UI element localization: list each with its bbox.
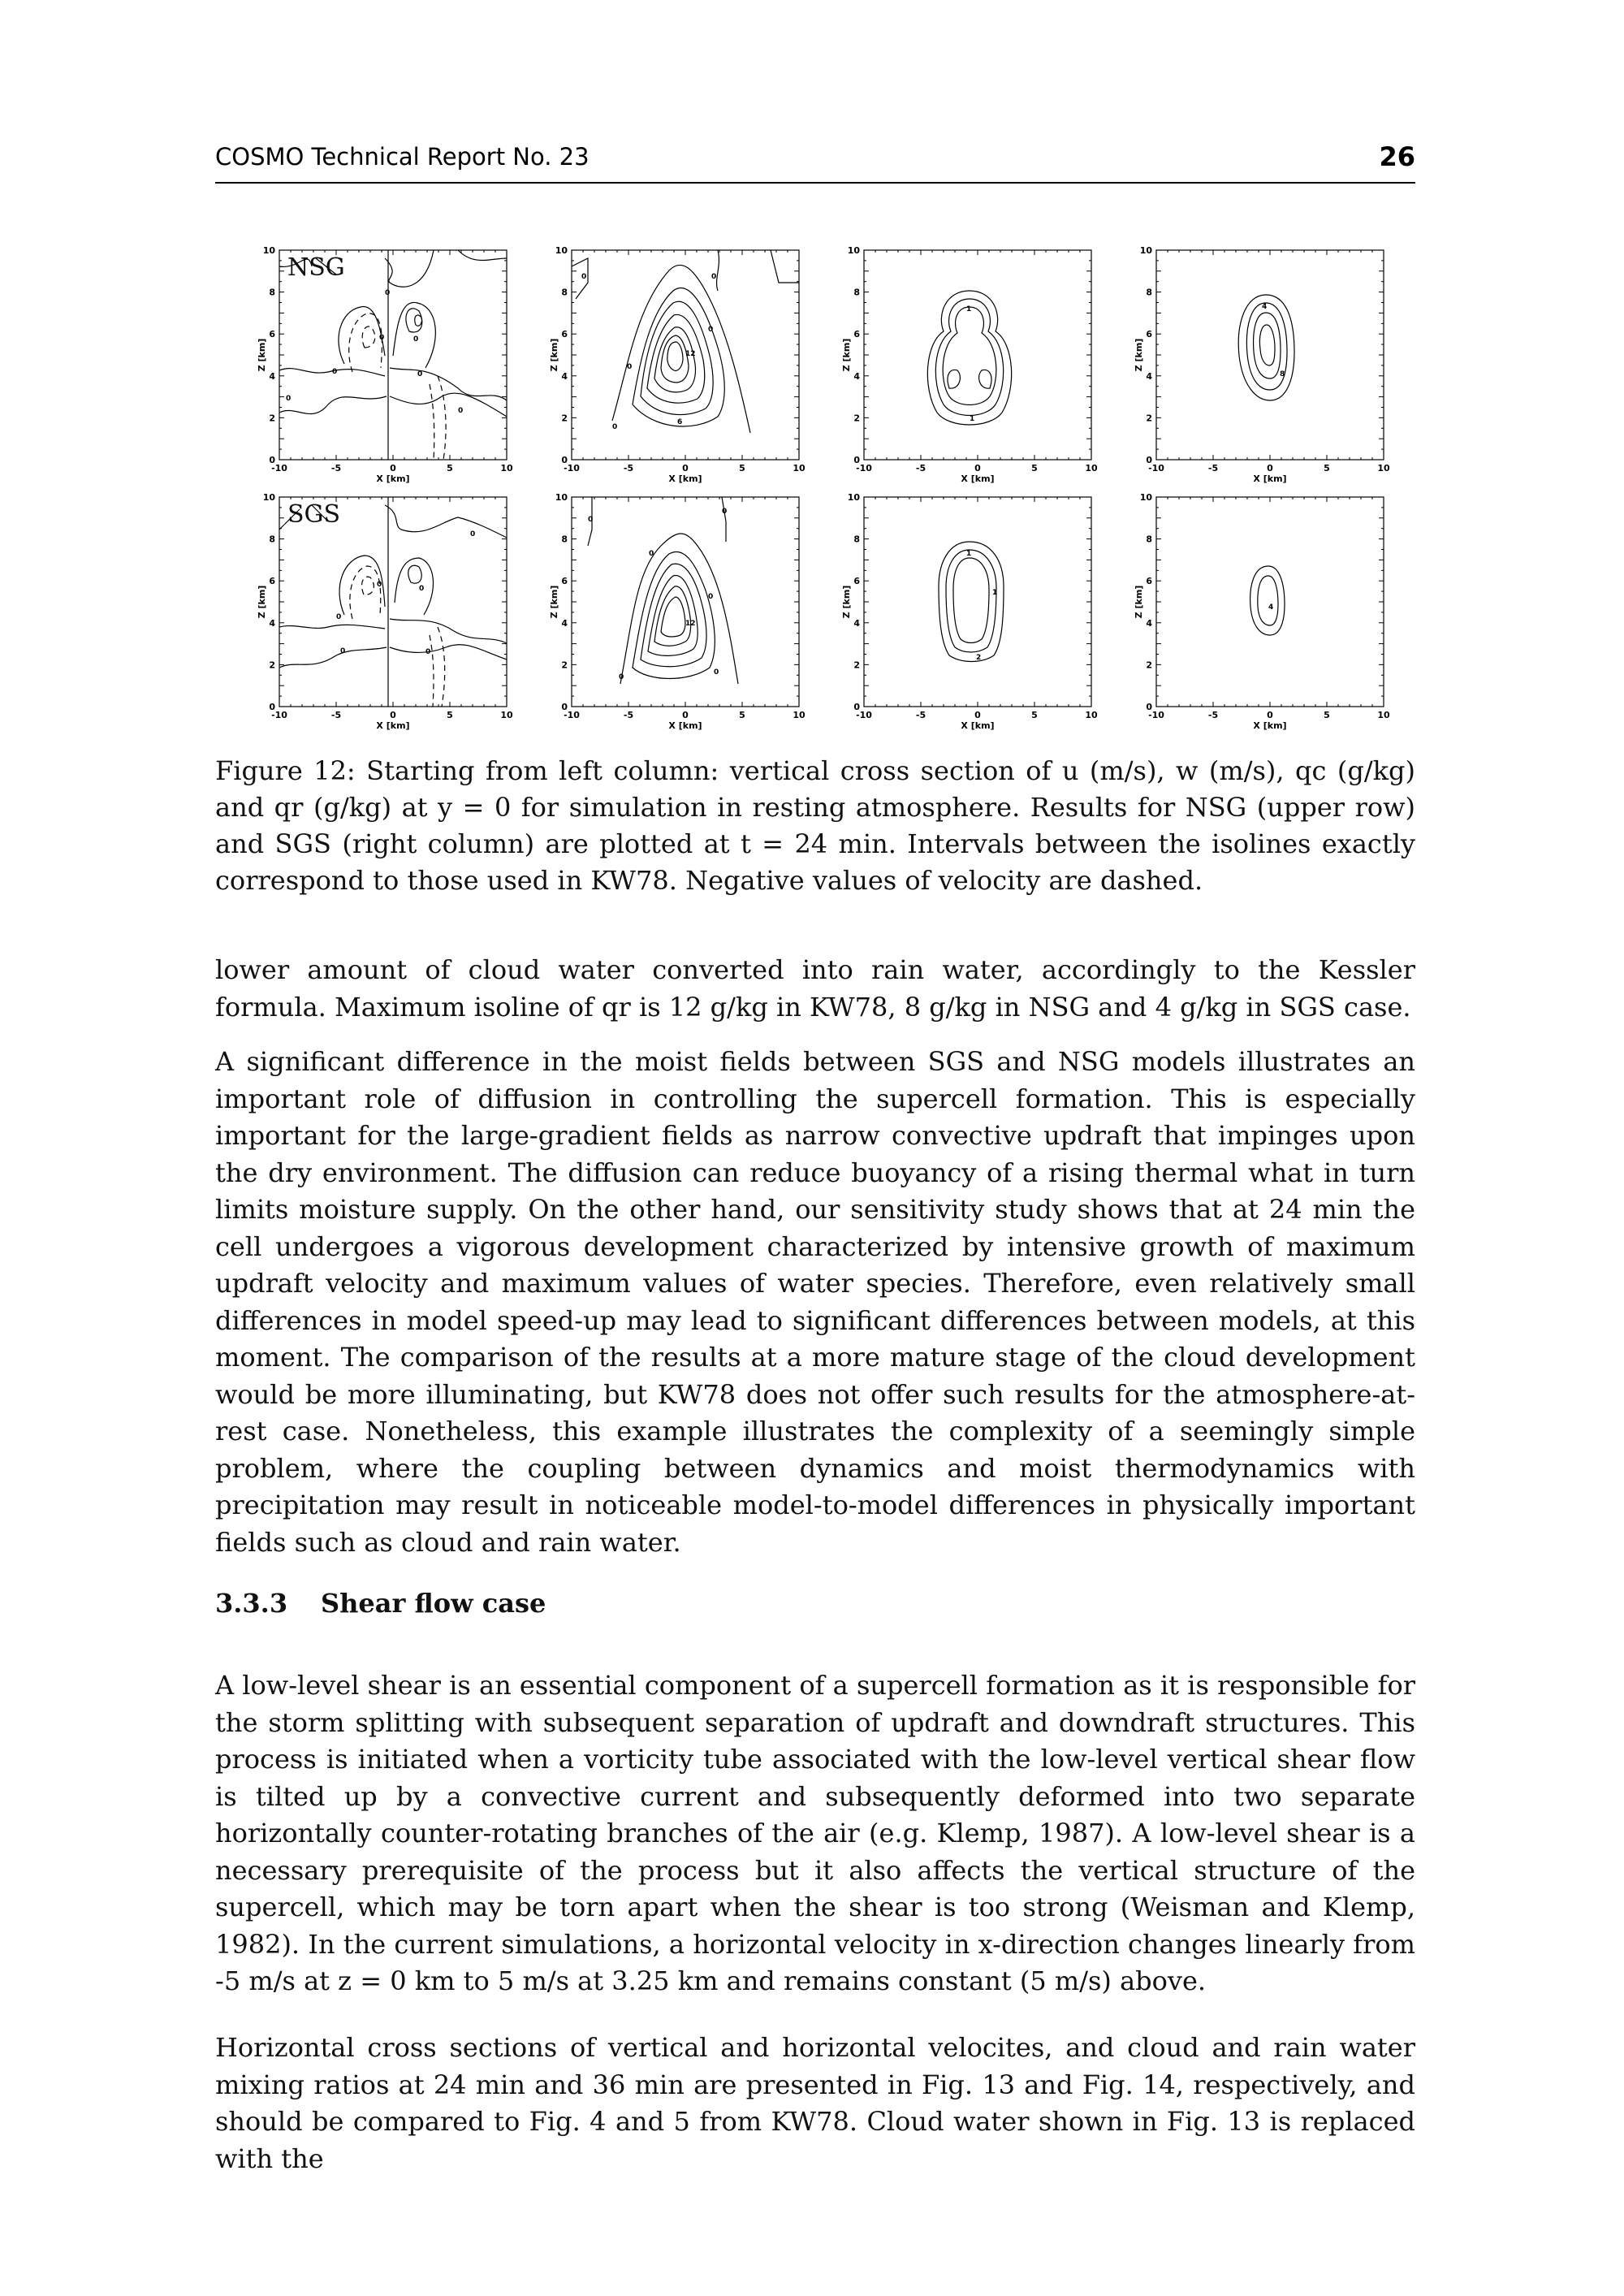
x-tick-label: -10: [1148, 710, 1164, 720]
figure-12: [244, 224, 1429, 731]
x-axis-label: X [km]: [668, 720, 702, 731]
report-title: COSMO Technical Report No. 23: [215, 143, 590, 171]
y-tick-label: 0: [853, 702, 860, 712]
x-tick-label: 0: [974, 463, 981, 473]
contour-label: 0: [714, 668, 719, 677]
contour-line: [1254, 313, 1281, 378]
y-tick-label: 10: [262, 245, 275, 256]
contour-line-dashed: [350, 566, 381, 619]
running-header: [215, 140, 1415, 184]
panel-nsg-u: [257, 234, 513, 484]
x-tick-label: 5: [739, 463, 745, 473]
y-tick-label: 6: [853, 576, 860, 587]
x-tick-label: 10: [1377, 463, 1390, 473]
y-tick-label: 4: [269, 370, 275, 382]
y-tick-label: 4: [269, 617, 275, 629]
contour-line-dashed: [362, 326, 375, 348]
contour-label: 12: [685, 350, 696, 358]
y-tick-label: 4: [1146, 617, 1152, 629]
contour-label: 0: [377, 581, 382, 589]
contour-label: 0: [340, 647, 346, 655]
axes-frame: [549, 245, 806, 484]
y-tick-label: 10: [1139, 492, 1152, 503]
y-tick-label: 2: [853, 659, 860, 671]
y-tick-label: 0: [1146, 702, 1152, 712]
y-axis-label: Z [km]: [257, 585, 267, 619]
contour-line: [279, 625, 385, 629]
y-tick-label: 8: [561, 287, 568, 298]
contours-qc-sgs: [939, 542, 1004, 662]
y-tick-label: 2: [1146, 659, 1152, 671]
y-tick-label: 0: [269, 455, 275, 465]
x-tick-label: 10: [1377, 710, 1390, 720]
x-tick-label: 0: [1267, 710, 1273, 720]
contour-labels: [286, 289, 463, 415]
contour-line: [620, 534, 738, 684]
x-tick-label: 0: [682, 463, 689, 473]
contour-line: [939, 542, 1004, 662]
y-tick-label: 2: [269, 413, 275, 424]
contour-label: 6: [677, 418, 683, 426]
y-axis-label: Z [km]: [549, 585, 559, 619]
x-tick-label: -5: [1207, 463, 1219, 473]
y-tick-label: 0: [1146, 455, 1152, 465]
contour-label: 0: [332, 368, 338, 376]
page-number: 26: [1379, 141, 1415, 172]
contour-line: [390, 368, 507, 400]
contour-line: [722, 497, 726, 542]
y-tick-label: 4: [561, 617, 568, 629]
y-axis-label: Z [km]: [1134, 585, 1144, 619]
contour-label: 0: [413, 335, 419, 344]
section-title: Shear flow case: [321, 1588, 546, 1619]
y-tick-label: 10: [847, 492, 860, 503]
x-axis-label: X [km]: [961, 473, 995, 484]
y-axis-label: Z [km]: [1134, 338, 1144, 372]
contour-labels: [336, 530, 475, 656]
contour-label: 0: [649, 550, 654, 558]
contours-w-nsg: [572, 250, 799, 433]
x-tick-label: -10: [271, 463, 287, 473]
y-tick-label: 8: [269, 287, 275, 298]
y-tick-label: 6: [853, 329, 860, 340]
plot-frame: [864, 497, 1091, 707]
contour-line: [935, 299, 1003, 416]
y-tick-label: 4: [1146, 370, 1152, 382]
plot-frame: [864, 250, 1091, 460]
x-tick-label: -5: [623, 710, 634, 720]
contour-line-dashed: [438, 627, 445, 707]
x-tick-label: -10: [271, 710, 287, 720]
y-tick-label: 6: [561, 329, 568, 340]
contour-line: [948, 370, 960, 388]
contour-label: 0: [336, 613, 342, 621]
contour-line: [771, 250, 799, 283]
axes-frame: [1134, 492, 1390, 731]
y-tick-label: 6: [561, 576, 568, 587]
x-tick-label: -5: [623, 463, 634, 473]
y-tick-label: 0: [269, 702, 275, 712]
contour-line: [279, 396, 387, 414]
paragraph-1: lower amount of cloud water converted into rain water, accordingly to the Kessler formula. Maximum isoline of qr is 12 g/kg in KW78, 8 g/kg in NSG and 4 g/kg in SGS case.: [215, 954, 1415, 1023]
contour-line: [1258, 576, 1278, 625]
contour-label: 8: [1280, 370, 1285, 378]
contour-line: [953, 558, 989, 643]
contour-label: 1: [966, 550, 972, 558]
panel-sgs-qr-plot: [1134, 481, 1390, 731]
x-axis-label: X [km]: [376, 473, 410, 484]
contour-line: [641, 564, 706, 666]
contour-label: 0: [708, 593, 714, 601]
contour-line: [641, 301, 713, 414]
panel-sgs-u-plot: [257, 481, 513, 731]
panel-nsg-qr: [1134, 234, 1390, 484]
contour-labels: [1268, 603, 1273, 612]
contours-u-nsg-negative: [349, 313, 446, 460]
x-tick-label: 5: [1324, 710, 1330, 720]
y-tick-label: 10: [555, 492, 568, 503]
y-tick-label: 8: [561, 534, 568, 545]
x-tick-label: 5: [1031, 463, 1038, 473]
x-tick-label: 0: [974, 710, 981, 720]
contour-line: [390, 645, 507, 659]
x-tick-label: 5: [1031, 710, 1038, 720]
y-tick-label: 2: [1146, 413, 1152, 424]
x-axis-label: X [km]: [1253, 473, 1287, 484]
contour-label: 1: [966, 305, 972, 313]
x-axis-label: X [km]: [376, 720, 410, 731]
x-tick-label: 10: [793, 710, 806, 720]
paragraph-4: Horizontal cross sections of vertical and horizontal velocites, and cloud and rain water mixing ratios at 24 min and 36 min are presented in Fig. 13 and Fig. 14, respectively, and should be compared to Fig. 4 and 5 from KW78. Cloud water shown in Fig. 13 is replaced with the: [215, 2032, 1415, 2174]
section-heading: [215, 1588, 546, 1619]
row-label-sgs: SGS: [287, 500, 341, 529]
x-tick-label: 5: [739, 710, 745, 720]
contour-label: 0: [711, 273, 717, 281]
x-tick-label: 0: [390, 710, 396, 720]
contour-line-dashed: [430, 384, 434, 460]
x-tick-label: -5: [915, 710, 926, 720]
y-tick-label: 8: [853, 534, 860, 545]
contours-w-sgs: [588, 497, 738, 684]
paragraph-3: A low-level shear is an essential component of a supercell formation as it is responsible for the storm splitting with subsequent separation of updraft and downdraft structures. This process is initiated when a vorticity tube associated with the low-level vertical shear flow is tilted up by a convective current and subsequently deformed into two separate horizontally counter-rotating branches of the air (e.g. Klemp, 1987). A low-level shear is a necessary prerequisite of the process but it also affects the vertical structure of the supercell, which may be torn apart when the shear is too strong (Weisman and Klemp, 1982). In the current simulations, a horizontal velocity in x-direction changes linearly from -5 m/s at z = 0 km to 5 m/s at 3.25 km and remains constant (5 m/s) above.: [215, 1670, 1415, 1996]
figure-caption: Figure 12: Starting from left column: vertical cross section of u (m/s), w (m/s), qc (g/kg) and qr (g/kg) at y = 0 for simulation in resting atmosphere. Results for NSG (upper row) and SGS (right column) are plotted at t = 24 min. Intervals between the isolines exactly correspond to those used in KW78. Negative values of velocity are dashed.: [215, 755, 1415, 896]
y-tick-label: 4: [853, 617, 860, 629]
y-tick-label: 6: [1146, 329, 1152, 340]
x-tick-label: -10: [856, 710, 872, 720]
contour-line: [390, 393, 507, 417]
axes-frame: [1134, 245, 1390, 484]
panel-nsg-w: [549, 234, 806, 484]
y-tick-label: 8: [1146, 287, 1152, 298]
contour-label: 0: [385, 289, 391, 297]
panel-sgs-qc-plot: [841, 481, 1098, 731]
y-tick-label: 8: [1146, 534, 1152, 545]
panel-sgs-w: [549, 481, 806, 731]
paragraph-2: A significant difference in the moist fields between SGS and NSG models illustrates an important role of diffusion in controlling the supercell formation. This is especially important for the large-gradient fields as narrow convective updraft that impinges upon the dry environment. The diffusion can reduce buoyancy of a rising thermal what in turn limits moisture supply. On the other hand, our sensitivity study shows that at 24 min the cell undergoes a vigorous development characterized by intensive growth of maximum updraft velocity and maximum values of water species. Therefore, even relatively small differences in model speed-up may lead to significant differences between models, at this moment. The comparison of the results at a more mature stage of the cloud development would be more illuminating, but KW78 does not offer such results for the atmosphere-at-rest case. Nonetheless, this example illustrates the complexity of a seemingly simple problem, where the coupling between dynamics and moist thermodynamics with precipitation may result in noticeable model-to-model differences in physically important fields such as cloud and rain water.: [215, 1046, 1415, 1558]
y-tick-label: 10: [262, 492, 275, 503]
contour-label: 12: [685, 620, 696, 628]
y-tick-label: 0: [561, 702, 568, 712]
contour-line: [339, 307, 385, 364]
x-tick-label: 0: [1267, 463, 1273, 473]
y-tick-label: 0: [853, 455, 860, 465]
contour-line: [1259, 325, 1275, 365]
contour-line: [395, 558, 433, 615]
row-label-nsg: NSG: [287, 253, 345, 282]
contour-label: 1: [970, 415, 975, 423]
contour-label: 0: [581, 273, 587, 281]
x-tick-label: -5: [915, 463, 926, 473]
contour-line: [408, 565, 421, 583]
contour-line: [667, 342, 683, 370]
contour-line: [943, 307, 996, 405]
x-tick-label: -5: [330, 710, 342, 720]
contour-label: 0: [619, 673, 624, 681]
plot-frame: [572, 497, 799, 707]
y-tick-label: 6: [1146, 576, 1152, 587]
x-tick-label: 10: [793, 463, 806, 473]
y-tick-label: 8: [269, 534, 275, 545]
contour-labels: [1262, 303, 1285, 378]
contour-line: [279, 647, 387, 668]
contour-line: [661, 597, 685, 637]
contour-label: 0: [470, 530, 476, 538]
x-tick-label: -5: [1207, 710, 1219, 720]
contour-label: 0: [708, 326, 714, 334]
x-tick-label: -10: [564, 463, 580, 473]
x-tick-label: 0: [390, 463, 396, 473]
contours-u-sgs-negative: [350, 566, 445, 707]
x-axis-label: X [km]: [1253, 720, 1287, 731]
contour-label: 0: [722, 508, 728, 516]
x-tick-label: -10: [1148, 463, 1164, 473]
x-tick-label: 0: [682, 710, 689, 720]
contour-label: 0: [286, 395, 292, 403]
y-tick-label: 2: [269, 659, 275, 671]
contour-label: 0: [627, 363, 633, 371]
x-tick-label: 10: [500, 710, 513, 720]
contour-label: 0: [417, 370, 423, 378]
y-tick-label: 10: [847, 245, 860, 256]
axes-frame: [841, 245, 1098, 484]
contour-labels: [966, 305, 974, 423]
contour-line: [717, 250, 719, 291]
axes-frame: [841, 492, 1098, 731]
contour-label: 1: [992, 589, 998, 597]
contour-line: [406, 309, 422, 332]
x-tick-label: 5: [447, 463, 453, 473]
contour-label: 0: [425, 648, 431, 656]
contour-label: 0: [419, 585, 425, 593]
x-tick-label: 10: [500, 463, 513, 473]
y-tick-label: 4: [561, 370, 568, 382]
contour-label: 2: [976, 654, 982, 662]
y-tick-label: 6: [269, 329, 275, 340]
x-tick-label: 5: [1324, 463, 1330, 473]
contour-line-dashed: [362, 577, 374, 595]
contour-labels: [581, 273, 716, 431]
contour-label: 0: [458, 407, 464, 415]
panel-nsg-w-plot: [549, 234, 806, 484]
contour-label: 0: [588, 516, 594, 524]
x-axis-label: X [km]: [961, 720, 995, 731]
contour-labels: [588, 508, 727, 681]
contour-line-dashed: [349, 313, 385, 372]
panel-nsg-qc-plot: [841, 234, 1098, 484]
x-tick-label: -10: [564, 710, 580, 720]
section-number: 3.3.3: [215, 1588, 288, 1619]
x-tick-label: 10: [1085, 463, 1098, 473]
panel-sgs-u: [257, 481, 513, 731]
x-tick-label: 10: [1085, 710, 1098, 720]
x-axis-label: X [km]: [668, 473, 702, 484]
y-axis-label: Z [km]: [257, 338, 267, 372]
panel-sgs-w-plot: [549, 481, 806, 731]
contour-label: 4: [1268, 603, 1274, 612]
y-tick-label: 2: [561, 413, 568, 424]
contours-qr-sgs: [1250, 566, 1285, 635]
y-tick-label: 10: [555, 245, 568, 256]
contour-line: [979, 370, 991, 388]
x-tick-label: 5: [447, 710, 453, 720]
y-tick-label: 10: [1139, 245, 1152, 256]
y-axis-label: Z [km]: [841, 585, 852, 619]
contour-line-dashed: [438, 376, 446, 460]
contour-line: [415, 315, 422, 326]
contour-label: 4: [1262, 303, 1268, 311]
y-tick-label: 8: [853, 287, 860, 298]
plot-frame: [1156, 497, 1384, 707]
contour-line: [390, 619, 507, 643]
plot-frame: [1156, 250, 1384, 460]
y-axis-label: Z [km]: [841, 338, 852, 372]
y-tick-label: 6: [269, 576, 275, 587]
panel-sgs-qc: [841, 481, 1098, 731]
y-axis-label: Z [km]: [549, 338, 559, 372]
panel-sgs-qr: [1134, 481, 1390, 731]
panel-nsg-qc: [841, 234, 1098, 484]
y-tick-label: 4: [853, 370, 860, 382]
axes-frame: [549, 492, 806, 731]
contour-label: 0: [379, 334, 385, 342]
contour-label: 0: [612, 423, 618, 431]
x-tick-label: -10: [856, 463, 872, 473]
y-tick-label: 2: [561, 659, 568, 671]
x-tick-label: -5: [330, 463, 342, 473]
panel-nsg-u-plot: [257, 234, 513, 484]
y-tick-label: 2: [853, 413, 860, 424]
contour-line-dashed: [430, 635, 434, 707]
panel-nsg-qr-plot: [1134, 234, 1390, 484]
y-tick-label: 0: [561, 455, 568, 465]
